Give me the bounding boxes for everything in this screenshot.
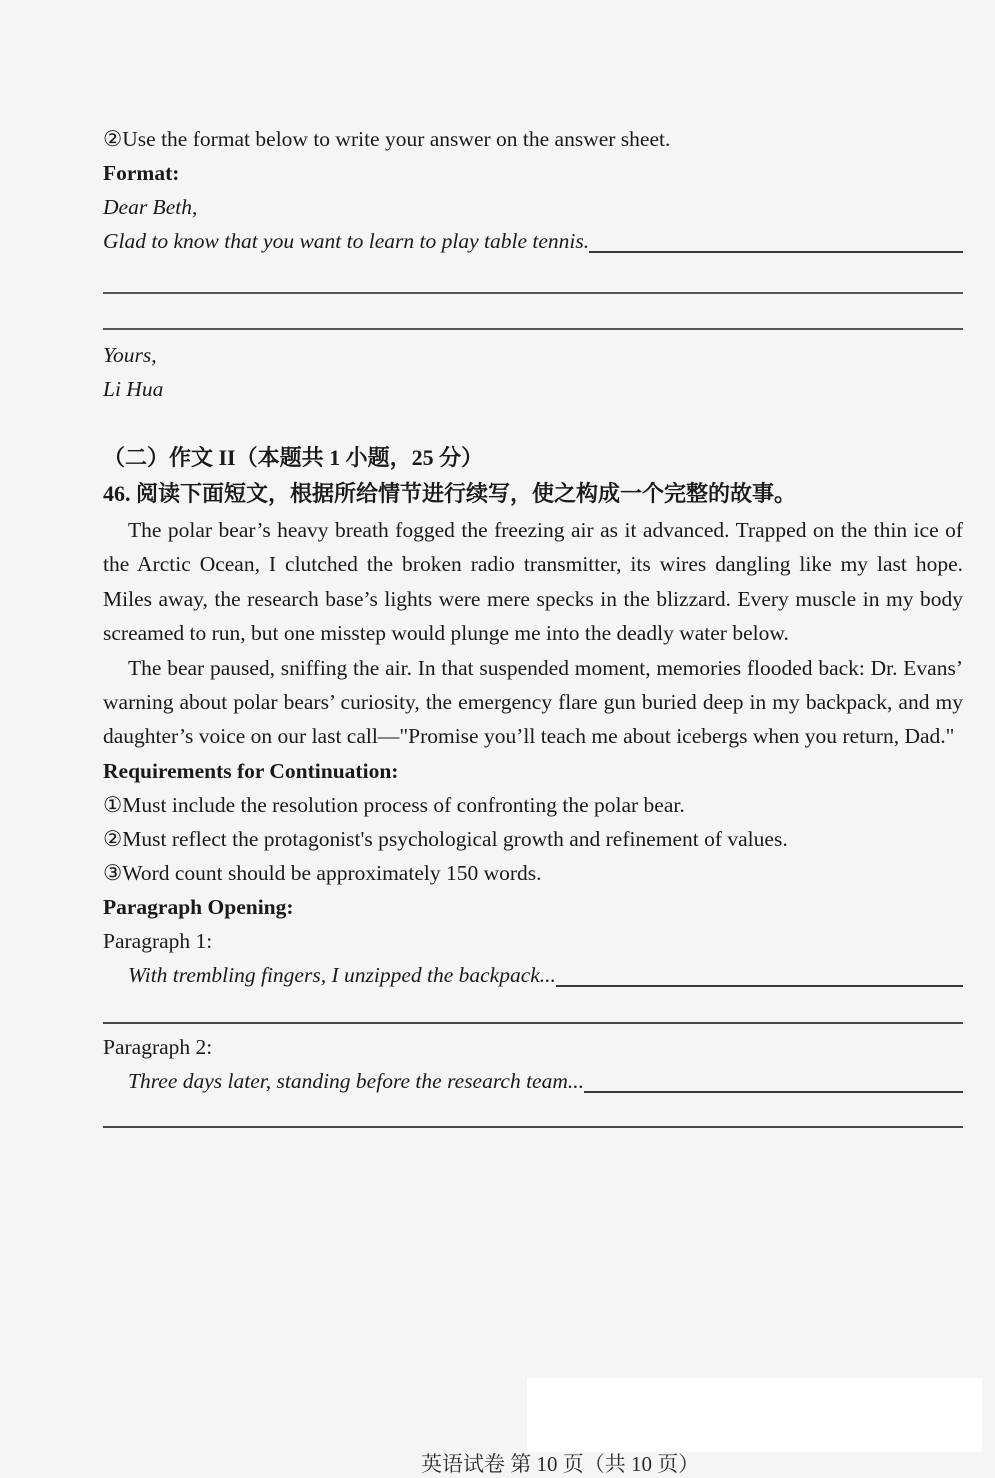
letter-signature: Li Hua xyxy=(103,377,164,401)
answer-blank-underline xyxy=(584,1064,963,1093)
paragraph-1-label: Paragraph 1: xyxy=(103,928,213,953)
question-46-prompt: 46. 阅读下面短文，根据所给情节进行续写，使之构成一个完整的故事。 xyxy=(103,481,797,506)
requirement-item-3: ③Word count should be approximately 150 words. xyxy=(103,860,542,885)
letter-salutation: Dear Beth, xyxy=(103,195,198,219)
answer-blank-line-1 xyxy=(103,258,963,294)
page-footer: 英语试卷 第 10 页（共 10 页） xyxy=(421,1452,700,1476)
paragraph-2-opening-text: Three days later, standing before the research team... xyxy=(128,1068,585,1093)
letter-closing: Yours, xyxy=(103,343,157,367)
paragraph-1-opening-text: With trembling fingers, I unzipped the backpack... xyxy=(128,962,556,987)
letter-opening-text: Glad to know that you want to learn to play table tennis. xyxy=(103,229,590,253)
section-heading: （二）作文 II（本题共 1 小题，25 分） xyxy=(103,445,484,470)
white-overlay-box xyxy=(527,1378,982,1452)
letter-opening-row xyxy=(103,224,963,258)
answer-blank-line-3 xyxy=(103,1022,963,1024)
passage-paragraph-2: The bear paused, sniffing the air. In that suspended moment, memories flooded back: Dr. Evans’ warning about polar bears’ curiosity, the emergency flare gun buried deep in my backpack, and my daughter’s voice on our last call—"Promise you’ll teach me about icebergs when you return, Dad." xyxy=(103,655,963,749)
answer-blank-underline xyxy=(589,224,963,253)
exam-page xyxy=(103,122,963,1128)
requirement-item-1: ①Must include the resolution process of confronting the polar bear. xyxy=(103,792,685,817)
passage-paragraph-1: The polar bear’s heavy breath fogged the freezing air as it advanced. Trapped on the thin ice of the Arctic Ocean, I clutched the broken radio transmitter, its wires dangling like my last hope. Miles away, the research base’s lights were mere specks in the blizzard. Every muscle in my body screamed to run, but one misstep would plunge me into the deadly water below. xyxy=(103,518,963,646)
paragraph-2-label: Paragraph 2: xyxy=(103,1034,213,1059)
paragraph-2-opening-row xyxy=(103,1064,963,1098)
requirements-heading: Requirements for Continuation: xyxy=(103,758,399,783)
requirement-item-2: ②Must reflect the protagonist's psychological growth and refinement of values. xyxy=(103,826,788,851)
answer-blank-line-4 xyxy=(103,1126,963,1128)
answer-blank-underline xyxy=(556,958,963,987)
paragraph-opening-heading: Paragraph Opening: xyxy=(103,894,294,919)
answer-blank-line-2 xyxy=(103,294,963,330)
instruction-line-2: ②Use the format below to write your answer on the answer sheet. xyxy=(103,127,671,151)
paragraph-1-opening-row xyxy=(103,958,963,992)
format-label: Format: xyxy=(103,161,180,185)
